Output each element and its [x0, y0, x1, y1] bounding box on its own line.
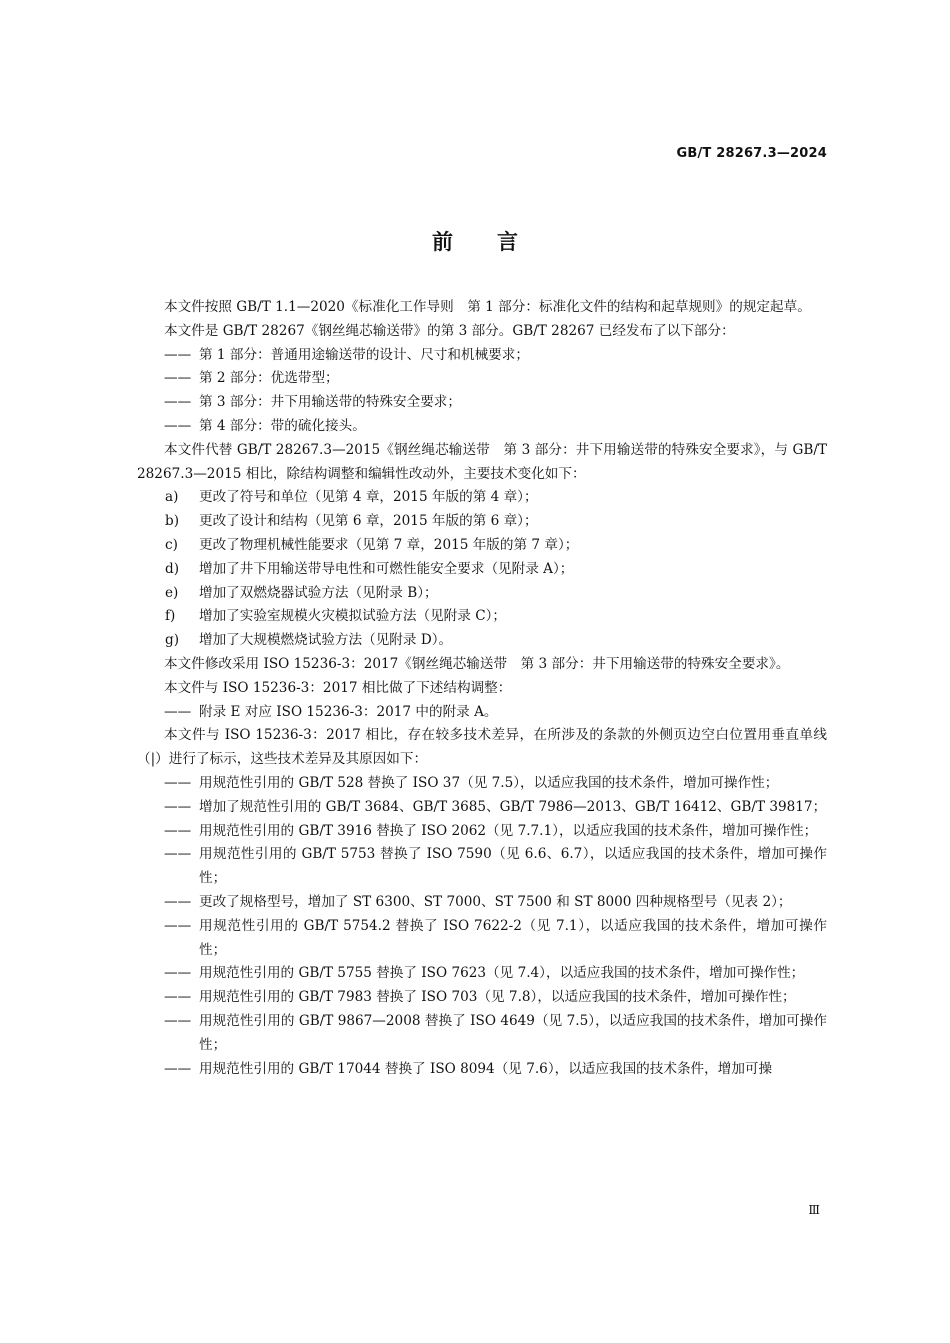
list-item: —— 第 2 部分：优选带型；	[164, 370, 339, 387]
list-item: —— 用规范性引用的 GB/T 3916 替换了 ISO 2062（见 7.7.1），以适应我国的技术条件，增加可操作性；	[164, 822, 818, 839]
list-item: c) 更改了物理机械性能要求（见第 7 章，2015 年版的第 7 章）；	[165, 536, 579, 553]
list-item: f) 增加了实验室规模火灾模拟试验方法（见附录 C）；	[165, 608, 506, 625]
list-item: d) 增加了井下用输送带导电性和可燃性能安全要求（见附录 A）；	[165, 560, 574, 577]
document-body	[137, 296, 827, 1081]
differences-paragraph: 本文件与 ISO 15236-3：2017 相比，存在较多技术差异，在所涉及的条款的外侧页边空白位置用垂直单线（|）进行了标示，这些技术差异及其原因如下：	[137, 727, 827, 768]
list-item: —— 附录 E 对应 ISO 15236-3：2017 中的附录 A。	[164, 703, 498, 720]
list-item: —— 增加了规范性引用的 GB/T 3684、GB/T 3685、GB/T 7986—2013、GB/T 16412、GB/T 39817；	[164, 798, 827, 815]
list-item: —— 用规范性引用的 GB/T 7983 替换了 ISO 703（见 7.8），以适应我国的技术条件，增加可操作性；	[164, 989, 796, 1006]
page-number: Ⅲ	[808, 1203, 820, 1217]
list-item: —— 第 4 部分：带的硫化接头。	[164, 417, 366, 434]
changes-list	[137, 486, 827, 653]
list-item: —— 用规范性引用的 GB/T 5753 替换了 ISO 7590（见 6.6、6.7），以适应我国的技术条件，增加可操作性；	[164, 846, 827, 887]
list-item: e) 增加了双燃烧器试验方法（见附录 B）；	[165, 584, 438, 601]
parts-list	[137, 344, 827, 439]
differences-list	[137, 772, 827, 1081]
standard-code: GB/T 28267.3—2024	[676, 146, 827, 161]
replacement-paragraph: 本文件代替 GB/T 28267.3—2015《钢丝绳芯输送带 第 3 部分：井下用输送带的特殊安全要求》，与 GB/T 28267.3—2015 相比，除结构调整和编辑性改动外，主要技术变化如下：	[137, 441, 827, 482]
structure-paragraph: 本文件与 ISO 15236-3：2017 相比做了下述结构调整：	[164, 679, 512, 696]
series-intro-paragraph: 本文件是 GB/T 28267《钢丝绳芯输送带》的第 3 部分。GB/T 28267 已经发布了以下部分：	[164, 322, 735, 339]
list-item: b) 更改了设计和结构（见第 6 章，2015 年版的第 6 章）；	[165, 513, 538, 530]
list-item: —— 用规范性引用的 GB/T 9867—2008 替换了 ISO 4649（见 7.5），以适应我国的技术条件，增加可操作性；	[164, 1012, 827, 1053]
list-item: —— 用规范性引用的 GB/T 5754.2 替换了 ISO 7622-2（见 7.1），以适应我国的技术条件，增加可操作性；	[164, 917, 827, 958]
list-item: —— 第 3 部分：井下用输送带的特殊安全要求；	[164, 394, 461, 411]
list-item: —— 更改了规格型号，增加了 ST 6300、ST 7000、ST 7500 和 ST 8000 四种规格型号（见表 2）；	[164, 893, 792, 910]
drafting-rules-paragraph: 本文件按照 GB/T 1.1—2020《标准化工作导则 第 1 部分：标准化文件的结构和起草规则》的规定起草。	[164, 299, 811, 315]
adoption-paragraph: 本文件修改采用 ISO 15236-3：2017《钢丝绳芯输送带 第 3 部分：井下用输送带的特殊安全要求》。	[164, 655, 790, 672]
list-item: —— 用规范性引用的 GB/T 5755 替换了 ISO 7623（见 7.4），以适应我国的技术条件，增加可操作性；	[164, 965, 805, 982]
list-item: —— 第 1 部分：普通用途输送带的设计、尺寸和机械要求；	[164, 346, 529, 363]
list-item: a) 更改了符号和单位（见第 4 章，2015 年版的第 4 章）；	[165, 489, 538, 506]
list-item: —— 用规范性引用的 GB/T 17044 替换了 ISO 8094（见 7.6），以适应我国的技术条件，增加可操	[164, 1060, 773, 1077]
list-item: g) 增加了大规模燃烧试验方法（见附录 D）。	[165, 632, 453, 649]
list-item: —— 用规范性引用的 GB/T 528 替换了 ISO 37（见 7.5），以适应我国的技术条件，增加可操作性；	[164, 774, 779, 791]
structure-list	[137, 701, 827, 725]
page-title: 前言	[432, 230, 562, 254]
